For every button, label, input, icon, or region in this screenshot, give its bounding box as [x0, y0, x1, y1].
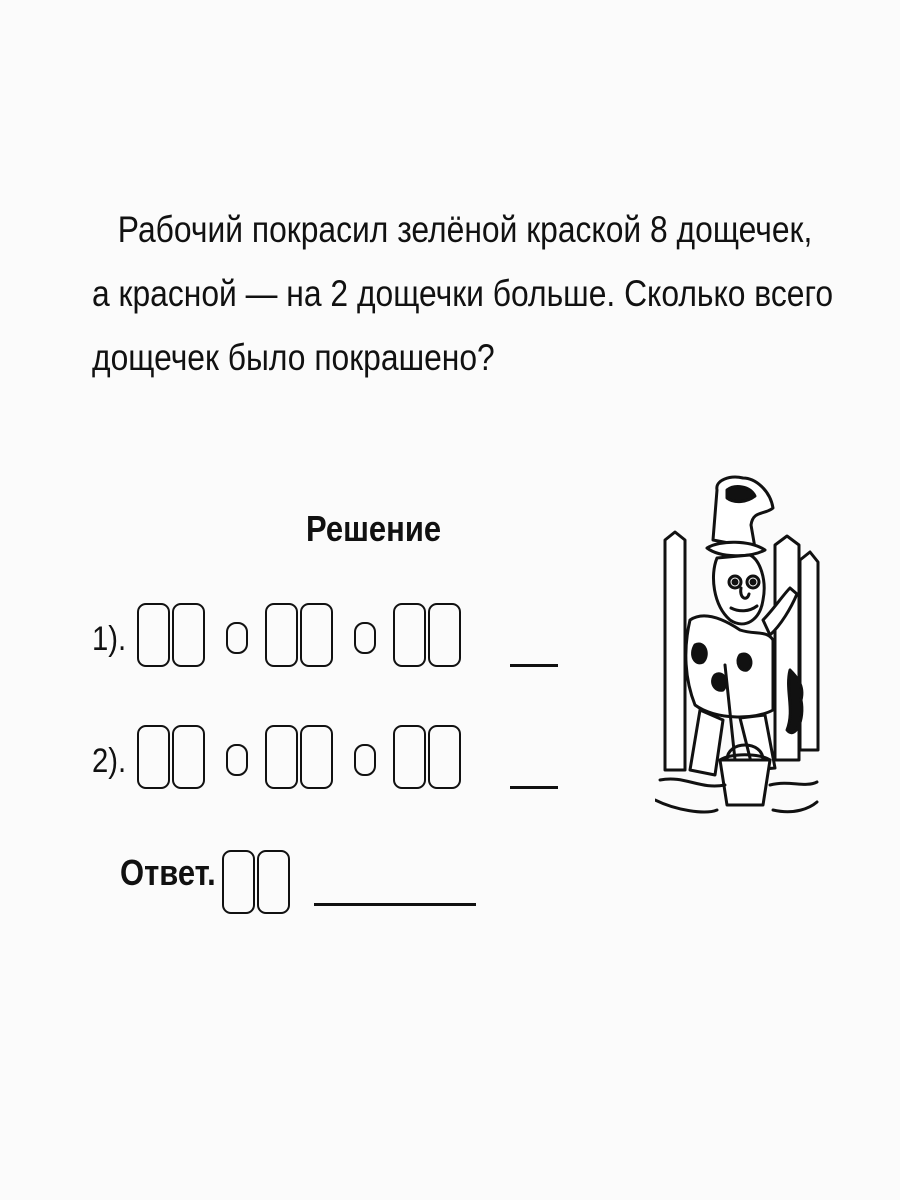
solution-title: Решение: [306, 508, 442, 549]
problem-line-1: Рабочий покрасил зелёной краской 8 дощечек,: [117, 209, 813, 250]
digit-cell[interactable]: [393, 603, 426, 667]
step-2-operator-1[interactable]: [226, 744, 248, 776]
digit-cell[interactable]: [137, 603, 170, 667]
digit-cell[interactable]: [137, 725, 170, 789]
digit-cell[interactable]: [222, 850, 255, 914]
problem-line-3: дощечек было покрашено?: [92, 337, 495, 378]
digit-cell[interactable]: [265, 725, 298, 789]
step-2-label: 2).: [92, 742, 127, 780]
step-2-unit-line[interactable]: [510, 786, 558, 789]
step-1-operator-2[interactable]: [354, 622, 376, 654]
digit-cell[interactable]: [300, 603, 333, 667]
problem-text: [92, 198, 834, 390]
step-1-operand-1[interactable]: [137, 603, 207, 669]
digit-cell[interactable]: [172, 603, 205, 667]
worker-painting-fence-icon: [655, 470, 820, 820]
step-2-operator-2[interactable]: [354, 744, 376, 776]
answer-unit-line[interactable]: [314, 903, 476, 906]
answer-label: Ответ.: [120, 852, 216, 893]
step-2-operand-2[interactable]: [265, 725, 335, 791]
step-1-unit-line[interactable]: [510, 664, 558, 667]
answer-cells[interactable]: [222, 850, 292, 916]
digit-cell[interactable]: [265, 603, 298, 667]
digit-cell[interactable]: [300, 725, 333, 789]
digit-cell[interactable]: [172, 725, 205, 789]
step-2-result[interactable]: [393, 725, 463, 791]
digit-cell[interactable]: [428, 725, 461, 789]
digit-cell[interactable]: [393, 725, 426, 789]
step-2-operand-1[interactable]: [137, 725, 207, 791]
step-1-operator-1[interactable]: [226, 622, 248, 654]
digit-cell[interactable]: [428, 603, 461, 667]
step-1-result[interactable]: [393, 603, 463, 669]
step-1-label: 1).: [92, 620, 127, 658]
step-1-operand-2[interactable]: [265, 603, 335, 669]
digit-cell[interactable]: [257, 850, 290, 914]
problem-line-2: а красной — на 2 дощечки больше. Сколько всего: [92, 273, 834, 314]
